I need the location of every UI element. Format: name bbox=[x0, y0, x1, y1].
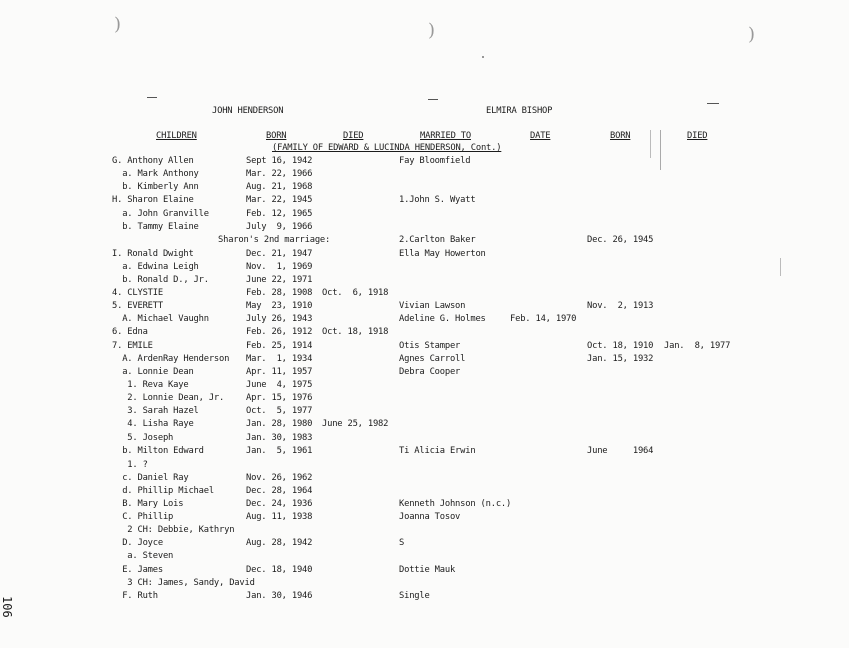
child-born: Mar. 22, 1966 bbox=[246, 169, 313, 179]
child-born: Jan. 30, 1946 bbox=[246, 591, 313, 601]
table-row bbox=[0, 578, 849, 588]
table-row bbox=[0, 195, 849, 205]
table-row bbox=[0, 354, 849, 364]
child-born: Dec. 28, 1964 bbox=[246, 486, 313, 496]
table-row bbox=[0, 262, 849, 272]
spouse-name: Fay Bloomfield bbox=[399, 156, 471, 166]
child-name: a. John Granville bbox=[112, 209, 209, 219]
table-row bbox=[0, 591, 849, 601]
child-born: Apr. 15, 1976 bbox=[246, 393, 313, 403]
child-born: July 26, 1943 bbox=[246, 314, 313, 324]
table-row bbox=[0, 419, 849, 429]
child-born: Nov. 26, 1962 bbox=[246, 473, 313, 483]
scan-mark bbox=[428, 99, 438, 100]
child-born: Dec. 21, 1947 bbox=[246, 249, 313, 259]
child-name: 2. Lonnie Dean, Jr. bbox=[112, 393, 225, 403]
child-name: 5. Joseph bbox=[112, 433, 174, 443]
child-name: 2 CH: Debbie, Kathryn bbox=[112, 525, 235, 535]
scan-mark bbox=[482, 56, 484, 58]
spouse-name: S bbox=[399, 538, 405, 548]
spouse-died: Jan. 8, 1977 bbox=[664, 341, 731, 351]
scan-mark: ) bbox=[428, 20, 436, 41]
child-name: 3. Sarah Hazel bbox=[112, 406, 199, 416]
child-name: A. Michael Vaughn bbox=[112, 314, 209, 324]
spouse-born: Oct. 18, 1910 bbox=[587, 341, 654, 351]
mother-name: ELMIRA BISHOP bbox=[486, 106, 553, 116]
child-name: b. Milton Edward bbox=[112, 446, 204, 456]
table-row bbox=[0, 525, 849, 535]
child-name: 4. Lisha Raye bbox=[112, 419, 194, 429]
table-row bbox=[0, 235, 849, 245]
spouse-name: 1.John S. Wyatt bbox=[399, 195, 476, 205]
child-born: Jan. 28, 1980 bbox=[246, 419, 313, 429]
col-died: DIED bbox=[343, 131, 364, 141]
child-name: 5. EVERETT bbox=[112, 301, 163, 311]
child-name: F. Ruth bbox=[112, 591, 158, 601]
table-row bbox=[0, 288, 849, 298]
child-name: H. Sharon Elaine bbox=[112, 195, 194, 205]
spouse-name: Single bbox=[399, 591, 430, 601]
child-born: June 22, 1971 bbox=[246, 275, 313, 285]
child-name: 6. Edna bbox=[112, 327, 148, 337]
spouse-name: Vivian Lawson bbox=[399, 301, 466, 311]
scan-mark bbox=[650, 130, 651, 158]
scan-mark bbox=[707, 103, 719, 104]
table-row bbox=[0, 222, 849, 232]
table-row bbox=[0, 538, 849, 548]
child-born: Aug. 11, 1938 bbox=[246, 512, 313, 522]
child-name: a. Edwina Leigh bbox=[112, 262, 199, 272]
spouse-name: Otis Stamper bbox=[399, 341, 461, 351]
child-born: Mar. 22, 1945 bbox=[246, 195, 313, 205]
child-born: Feb. 25, 1914 bbox=[246, 341, 313, 351]
table-row bbox=[0, 565, 849, 575]
table-row bbox=[0, 182, 849, 192]
spouse-name: Joanna Tosov bbox=[399, 512, 461, 522]
spouse-name: Agnes Carroll bbox=[399, 354, 466, 364]
col-spouse-died: DIED bbox=[687, 131, 708, 141]
table-row bbox=[0, 551, 849, 561]
table-row bbox=[0, 169, 849, 179]
child-name: B. Mary Lois bbox=[112, 499, 184, 509]
child-name: b. Tammy Elaine bbox=[112, 222, 199, 232]
col-married-to: MARRIED TO bbox=[420, 131, 471, 141]
child-name: 3 CH: James, Sandy, David bbox=[112, 578, 255, 588]
child-name: b. Kimberly Ann bbox=[112, 182, 199, 192]
child-born: Sharon's 2nd marriage: bbox=[218, 235, 331, 245]
child-born: Feb. 26, 1912 bbox=[246, 327, 313, 337]
subheading: (FAMILY OF EDWARD & LUCINDA HENDERSON, Cont.) bbox=[272, 143, 502, 153]
child-name: D. Joyce bbox=[112, 538, 163, 548]
spouse-name: Ella May Howerton bbox=[399, 249, 486, 259]
col-born: BORN bbox=[266, 131, 287, 141]
child-name: 1. Reva Kaye bbox=[112, 380, 189, 390]
child-died: Oct. 18, 1918 bbox=[322, 327, 389, 337]
child-born: Aug. 28, 1942 bbox=[246, 538, 313, 548]
page-number: 106 bbox=[0, 596, 14, 618]
table-row bbox=[0, 314, 849, 324]
child-born: Feb. 12, 1965 bbox=[246, 209, 313, 219]
child-born: Mar. 1, 1934 bbox=[246, 354, 313, 364]
spouse-born: Nov. 2, 1913 bbox=[587, 301, 654, 311]
child-name: 7. EMILE bbox=[112, 341, 153, 351]
child-name: a. Lonnie Dean bbox=[112, 367, 194, 377]
child-born: June 4, 1975 bbox=[246, 380, 313, 390]
child-name: G. Anthony Allen bbox=[112, 156, 194, 166]
table-row bbox=[0, 473, 849, 483]
table-row bbox=[0, 460, 849, 470]
spouse-name: Kenneth Johnson (n.c.) bbox=[399, 499, 512, 509]
spouse-born: June 1964 bbox=[587, 446, 654, 456]
table-row bbox=[0, 209, 849, 219]
table-row bbox=[0, 380, 849, 390]
child-name: 1. ? bbox=[112, 460, 148, 470]
child-name: E. James bbox=[112, 565, 163, 575]
child-born: Nov. 1, 1969 bbox=[246, 262, 313, 272]
child-born: July 9, 1966 bbox=[246, 222, 313, 232]
child-name: d. Phillip Michael bbox=[112, 486, 214, 496]
child-born: Aug. 21, 1968 bbox=[246, 182, 313, 192]
col-date: DATE bbox=[530, 131, 551, 141]
child-died: June 25, 1982 bbox=[322, 419, 389, 429]
child-name: b. Ronald D., Jr. bbox=[112, 275, 209, 285]
table-row bbox=[0, 367, 849, 377]
spouse-name: Debra Cooper bbox=[399, 367, 461, 377]
scan-mark bbox=[147, 97, 157, 98]
table-row bbox=[0, 249, 849, 259]
child-name: 4. CLYSTIE bbox=[112, 288, 163, 298]
spouse-born: Dec. 26, 1945 bbox=[587, 235, 654, 245]
col-children: CHILDREN bbox=[156, 131, 197, 141]
table-row bbox=[0, 406, 849, 416]
table-row bbox=[0, 433, 849, 443]
table-row bbox=[0, 499, 849, 509]
table-row bbox=[0, 275, 849, 285]
spouse-name: Dottie Mauk bbox=[399, 565, 456, 575]
table-row bbox=[0, 341, 849, 351]
table-row bbox=[0, 512, 849, 522]
child-name: A. ArdenRay Henderson bbox=[112, 354, 230, 364]
table-row bbox=[0, 393, 849, 403]
spouse-name: 2.Carlton Baker bbox=[399, 235, 476, 245]
scan-mark: ) bbox=[114, 14, 122, 35]
col-spouse-born: BORN bbox=[610, 131, 631, 141]
child-died: Oct. 6, 1918 bbox=[322, 288, 389, 298]
child-name: C. Phillip bbox=[112, 512, 174, 522]
table-row bbox=[0, 486, 849, 496]
table-row bbox=[0, 446, 849, 456]
child-born: Jan. 5, 1961 bbox=[246, 446, 313, 456]
child-born: Dec. 24, 1936 bbox=[246, 499, 313, 509]
child-name: a. Steven bbox=[112, 551, 174, 561]
spouse-name: Adeline G. Holmes bbox=[399, 314, 486, 324]
table-row bbox=[0, 327, 849, 337]
child-born: Jan. 30, 1983 bbox=[246, 433, 313, 443]
spouse-born: Jan. 15, 1932 bbox=[587, 354, 654, 364]
child-born: May 23, 1910 bbox=[246, 301, 313, 311]
spouse-name: Ti Alicia Erwin bbox=[399, 446, 476, 456]
table-row bbox=[0, 301, 849, 311]
child-born: Feb. 28, 1908 bbox=[246, 288, 313, 298]
child-born: Dec. 18, 1940 bbox=[246, 565, 313, 575]
scan-mark: ) bbox=[748, 24, 756, 45]
child-born: Sept 16, 1942 bbox=[246, 156, 313, 166]
child-name: I. Ronald Dwight bbox=[112, 249, 194, 259]
table-row bbox=[0, 156, 849, 166]
marriage-date: Feb. 14, 1970 bbox=[510, 314, 577, 324]
child-born: Oct. 5, 1977 bbox=[246, 406, 313, 416]
child-name: c. Daniel Ray bbox=[112, 473, 189, 483]
child-born: Apr. 11, 1957 bbox=[246, 367, 313, 377]
child-name: a. Mark Anthony bbox=[112, 169, 199, 179]
father-name: JOHN HENDERSON bbox=[212, 106, 284, 116]
